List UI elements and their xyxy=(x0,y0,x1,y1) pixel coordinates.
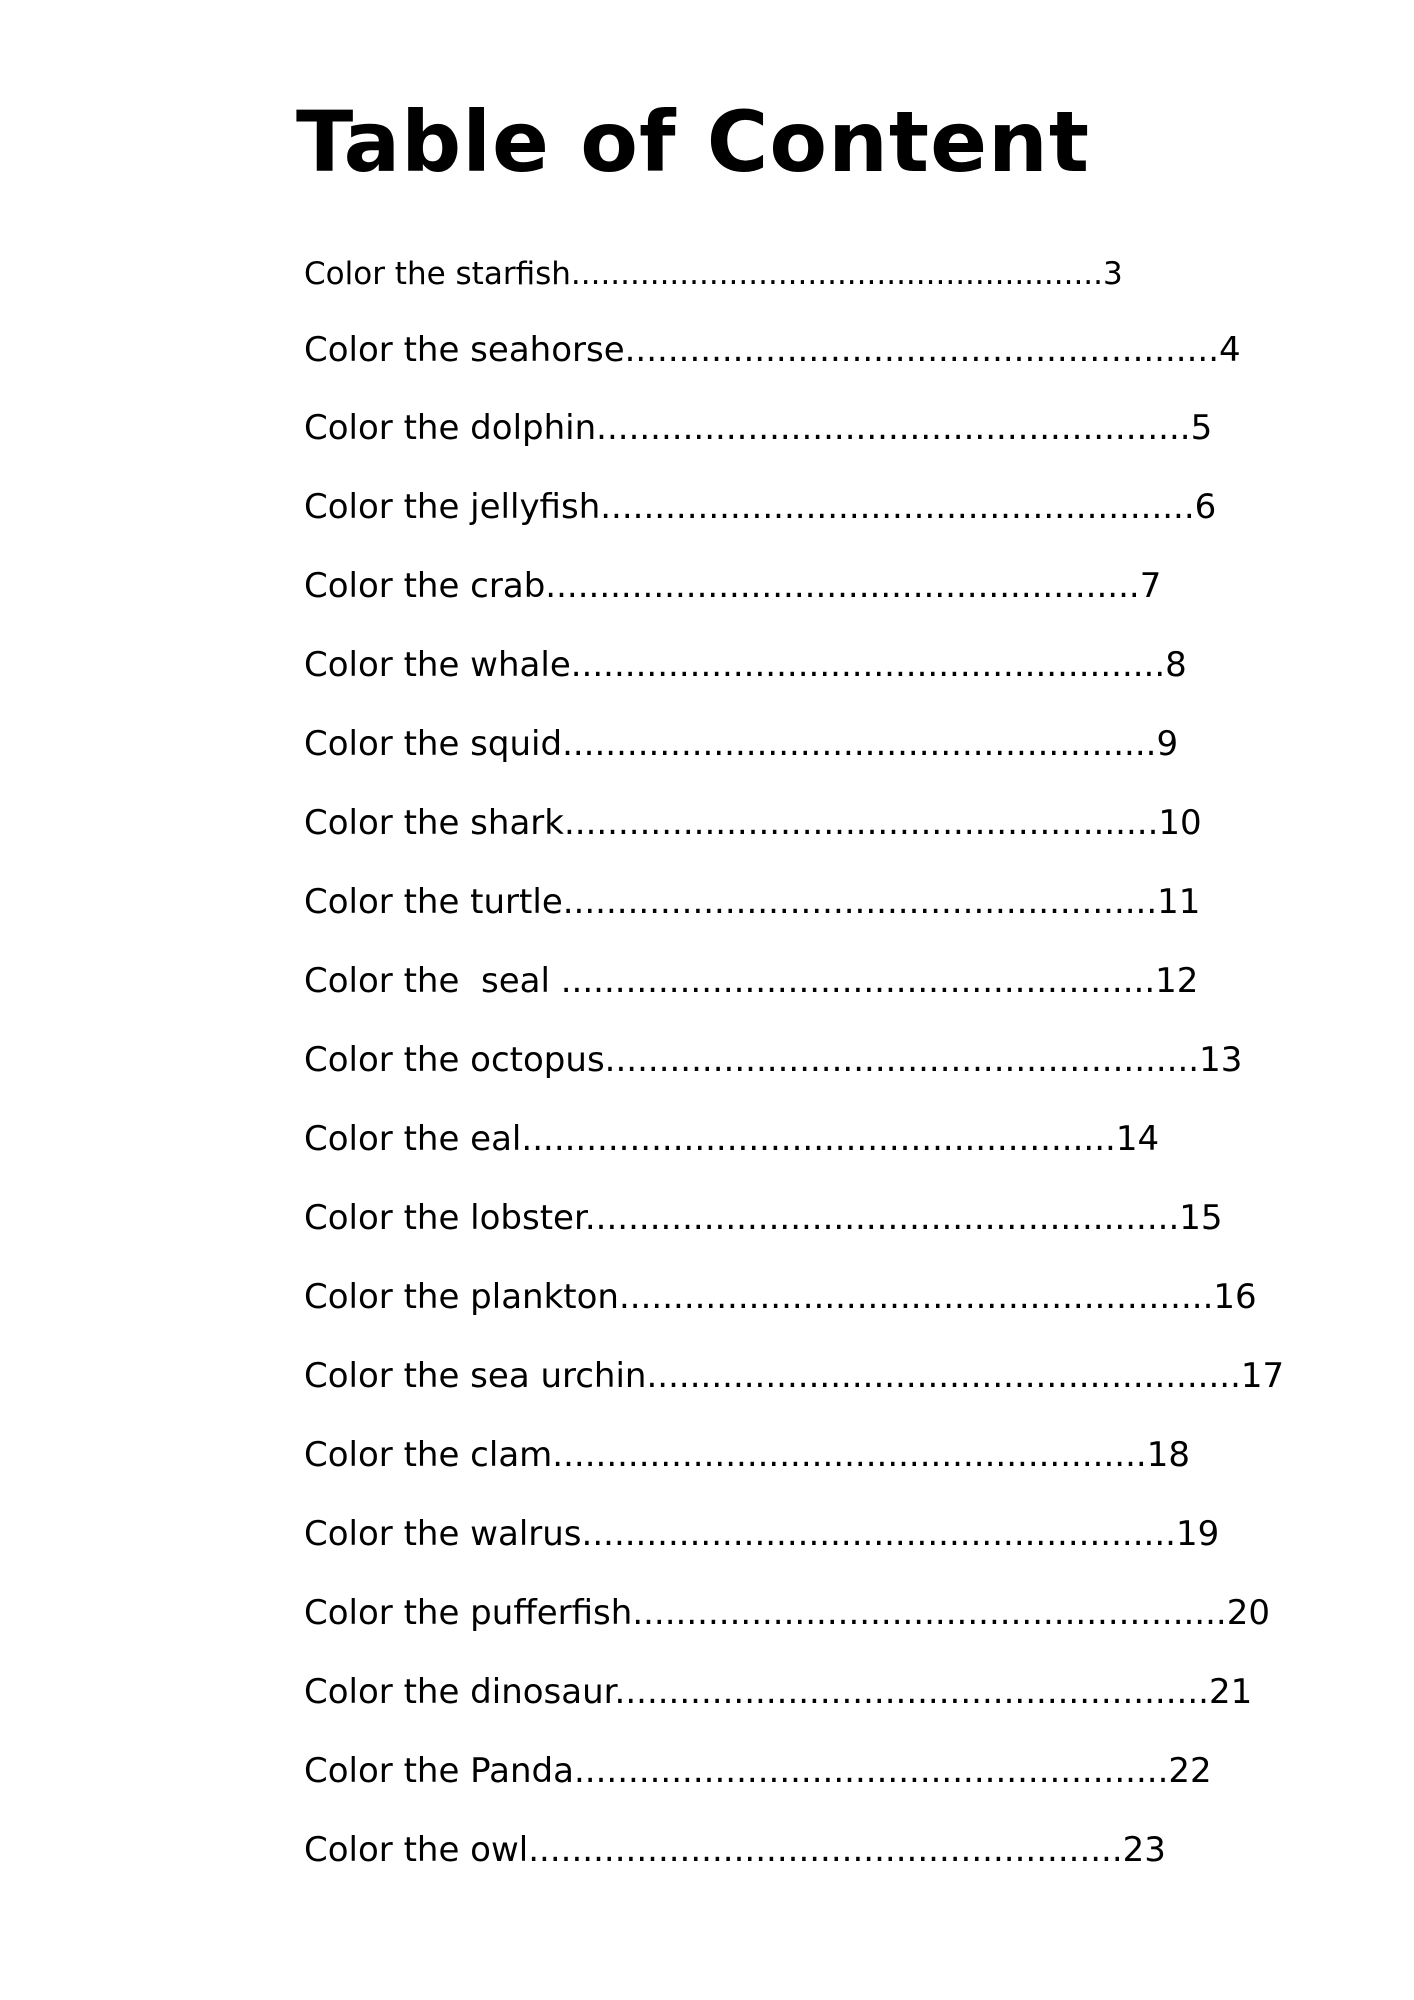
toc-page-number: 8 xyxy=(1165,645,1187,685)
toc-entry-text: Color the Panda xyxy=(304,1751,574,1791)
toc-page-number: 18 xyxy=(1146,1435,1190,1475)
toc-page-number: 22 xyxy=(1168,1751,1212,1791)
toc-entry-text: Color the eal xyxy=(304,1119,522,1159)
toc-page-number: 7 xyxy=(1139,566,1162,606)
toc-page-number: 17 xyxy=(1240,1356,1285,1396)
toc-page-number: 19 xyxy=(1175,1514,1220,1554)
toc-entry-line xyxy=(304,1352,1284,1400)
toc-page-number: 12 xyxy=(1155,961,1199,1001)
toc-page-number: 11 xyxy=(1157,882,1201,922)
toc-entry-text: Color the seal xyxy=(304,961,561,1001)
toc-entry-line xyxy=(304,483,1216,531)
page-title: Table of Content xyxy=(295,93,1091,191)
toc-page-number: 6 xyxy=(1194,487,1217,527)
toc-entry-line xyxy=(304,641,1187,689)
toc-page-number: 15 xyxy=(1179,1198,1223,1238)
toc-page-number: 13 xyxy=(1199,1040,1243,1080)
toc-entry-line xyxy=(304,1510,1219,1558)
toc-entry-line xyxy=(304,326,1241,374)
toc-leader-dots: ....................................................... xyxy=(600,487,1195,527)
toc-page-number: 21 xyxy=(1208,1672,1253,1712)
toc-leader-dots: ....................................................... xyxy=(560,961,1156,1001)
toc-entry-line xyxy=(304,1431,1190,1479)
toc-entry-text: Color the sea urchin xyxy=(304,1356,647,1396)
toc-leader-dots: ....................................................... xyxy=(584,1198,1180,1238)
toc-leader-dots: ....................................................... xyxy=(614,1672,1209,1712)
toc-page-number: 14 xyxy=(1115,1119,1160,1159)
toc-page-number: 16 xyxy=(1213,1277,1257,1317)
toc-leader-dots: ....................................................... xyxy=(552,1435,1147,1475)
toc-entry-line xyxy=(304,1589,1270,1637)
toc-page-number: 23 xyxy=(1122,1830,1166,1870)
toc-leader-dots: ....................................................... xyxy=(624,330,1220,370)
toc-entry-text: Color the whale xyxy=(304,645,571,685)
toc-leader-dots: ....................................................... xyxy=(596,408,1191,448)
toc-leader-dots: ....................................................... xyxy=(545,566,1140,606)
toc-entry-text: Color the seahorse xyxy=(304,330,625,370)
toc-entry-text: Color the octopus xyxy=(304,1040,605,1080)
toc-entry-text: Color the dolphin xyxy=(304,408,597,448)
toc-page-number: 20 xyxy=(1226,1593,1270,1633)
toc-entry-text: Color the clam xyxy=(304,1435,553,1475)
toc-entry-text: Color the jellyfish xyxy=(304,487,601,527)
toc-leader-dots: ....................................................... xyxy=(618,1277,1214,1317)
toc-entry-text: Color the squid xyxy=(304,724,563,764)
toc-entry-text: Color the turtle xyxy=(304,882,563,922)
toc-entry-text: Color the dinosaur xyxy=(304,1672,615,1712)
toc-leader-dots: ....................................................... xyxy=(570,645,1166,685)
toc-page-number: 4 xyxy=(1219,330,1241,370)
toc-entry-text: Color the plankton xyxy=(304,1277,619,1317)
toc-entry-line xyxy=(304,1747,1212,1795)
toc-entry-text: Color the pufferfish xyxy=(304,1593,633,1633)
toc-leader-dots: ....................................................... xyxy=(528,1830,1123,1870)
toc-entry-text: Color the walrus xyxy=(304,1514,582,1554)
toc-entry-line xyxy=(304,1194,1223,1242)
toc-entry-line xyxy=(304,404,1212,452)
toc-leader-dots: ....................................................... xyxy=(562,882,1158,922)
toc-entry-line xyxy=(304,1115,1159,1163)
toc-entry-line xyxy=(304,957,1198,1005)
toc-entry-line xyxy=(304,799,1202,847)
toc-leader-dots: ....................................................... xyxy=(562,724,1157,764)
toc-leader-dots: ....................................................... xyxy=(604,1040,1200,1080)
toc-leader-dots: ...................................................... xyxy=(570,256,1104,292)
toc-entry-line xyxy=(304,1273,1257,1321)
toc-leader-dots: ....................................................... xyxy=(581,1514,1176,1554)
toc-entry-line xyxy=(304,878,1200,926)
toc-page-number: 3 xyxy=(1103,256,1123,292)
toc-leader-dots: ....................................................... xyxy=(573,1751,1169,1791)
toc-entry-line xyxy=(304,250,1123,298)
toc-page-number: 10 xyxy=(1158,803,1202,843)
toc-entry-text: Color the shark xyxy=(304,803,564,843)
toc-entry-line xyxy=(304,720,1178,768)
toc-leader-dots: ....................................................... xyxy=(646,1356,1241,1396)
toc-entry-line xyxy=(304,1668,1252,1716)
toc-entry-text: Color the owl xyxy=(304,1830,529,1870)
toc-entry-text: Color the crab xyxy=(304,566,546,606)
toc-entry-line xyxy=(304,562,1161,610)
toc-page-number: 9 xyxy=(1156,724,1179,764)
toc-leader-dots: ....................................................... xyxy=(521,1119,1116,1159)
toc-page-number: 5 xyxy=(1190,408,1213,448)
toc-entry-text: Color the lobster xyxy=(304,1198,585,1238)
toc-entry-line xyxy=(304,1826,1166,1874)
toc-entry-line xyxy=(304,1036,1242,1084)
toc-leader-dots: ....................................................... xyxy=(563,803,1159,843)
toc-leader-dots: ....................................................... xyxy=(632,1593,1227,1633)
toc-entry-text: Color the starfish xyxy=(304,256,571,292)
